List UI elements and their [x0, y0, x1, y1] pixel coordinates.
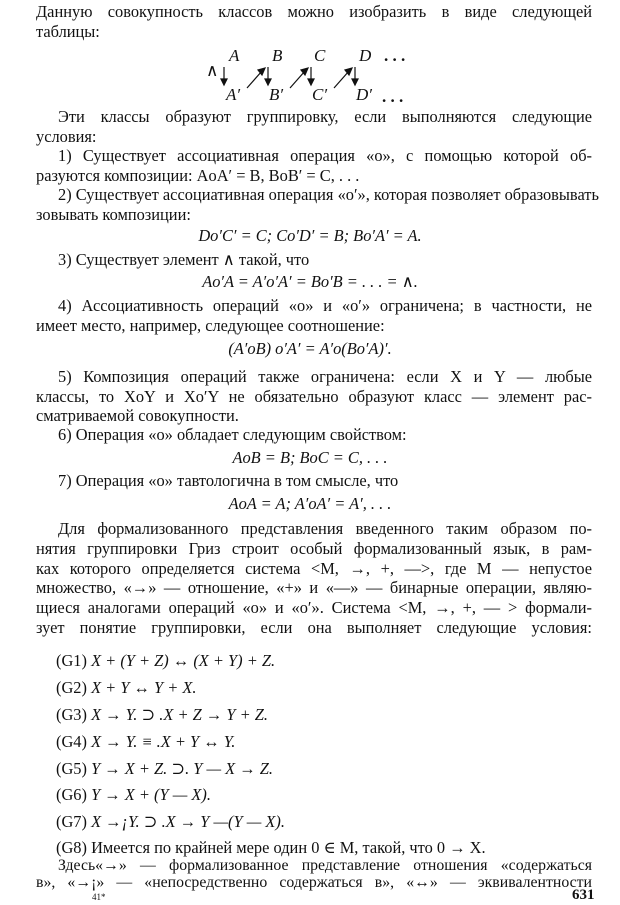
axiom-label: (G2) — [56, 678, 87, 697]
axiom-g1 — [56, 651, 576, 671]
text-line: 6) Операция «о» обладает следующим свойством: — [58, 425, 407, 444]
axiom-formula: Имеется по крайней мере один 0 ∈ M, такой, что 0 → X. — [91, 838, 486, 857]
text-line: ках которого определяется система <M, →, +, —>, где M — непустое — [36, 559, 592, 578]
diagram-top-label: C — [314, 46, 326, 65]
text-line-last: в», «→¡» — «непосредственно содержаться в», «↔» — эквивалентности — [36, 874, 592, 891]
text-line: Эти классы образуют группировку, если выполняются следующие — [58, 107, 592, 126]
text-line: зует понятие группировки, если она выполняет следующие условия: — [36, 618, 592, 637]
axiom-label: (G3) — [56, 705, 87, 724]
diagonal-arrow — [334, 71, 349, 88]
axiom-label: (G5) — [56, 759, 87, 778]
text-line: классы, то XoY и Xo′Y не обязательно образуют класс — элемент рас- — [36, 387, 592, 406]
diagonal-arrow — [290, 71, 305, 88]
text-line: Для формализованного представления введенного таким образом по- — [58, 519, 592, 538]
text-line: сматриваемой совокупности. — [36, 406, 239, 425]
diagram-bottom-label: C′ — [312, 85, 328, 104]
text-line: зовывать композиции: — [36, 205, 191, 224]
diagram-top-label: A — [229, 46, 240, 65]
formula: Ao′A = A′o′A′ = Bo′B = . . . = ∧. — [202, 272, 418, 291]
axiom-label: (G4) — [56, 732, 87, 751]
axiom-label: (G6) — [56, 785, 87, 804]
axiom-formula: X → Y. ⊃ .X + Z → Y + Z. — [91, 705, 268, 724]
page-number: 631 — [572, 887, 595, 903]
text-line: таблицы: — [36, 22, 100, 41]
diagram-bottom-label: D′ — [356, 85, 372, 104]
text-line: щиеся аналогами операций «о» и «о′». Система <M, →, +, — > формали- — [36, 598, 592, 617]
axiom-g7 — [56, 812, 576, 832]
text-line: 1) Существует ассоциативная операция «о», с помощью которой об- — [58, 146, 592, 165]
formula: AoA = A; A′oA′ = A′, . . . — [228, 494, 392, 513]
text-line: Здесь«→» — формализованное представление отношения «содержаться — [58, 857, 592, 874]
axiom-g3 — [56, 705, 576, 725]
axiom-formula: Y → X + Z. ⊃. Y — X → Z. — [91, 759, 273, 778]
class-table-diagram — [0, 0, 620, 110]
axiom-formula: X + (Y + Z) ↔ (X + Y) + Z. — [91, 651, 276, 670]
axiom-g2 — [56, 678, 576, 698]
axiom-g5 — [56, 759, 576, 779]
text-line: 5) Композиция операций также ограничена: если X и Y — любые — [58, 367, 592, 386]
axiom-formula: X →¡Y. ⊃ .X → Y —(Y — X). — [91, 812, 285, 831]
diagram-bottom-label: B′ — [269, 85, 284, 104]
axiom-label: (G1) — [56, 651, 87, 670]
diagonal-arrow — [247, 71, 262, 88]
text-line: множество, «→» — отношение, «+» и «—» — бинарные операции, являю- — [36, 578, 592, 597]
formula: AoB = B; BoC = C, . . . — [232, 448, 388, 467]
text-line: условия: — [36, 127, 97, 146]
diagram-bottom-ellipsis: . . . — [382, 87, 404, 106]
axiom-g8 — [56, 838, 576, 858]
wedge-symbol: ∧ — [206, 61, 219, 80]
text-line: нятия группировки Гриз строит особый формализованный язык, в рам- — [36, 539, 592, 558]
diagram-bottom-label: A′ — [226, 85, 241, 104]
diagram-top-ellipsis: . . . — [384, 46, 406, 65]
text-line: разуются композиции: AoA′ = B, BoB′ = C, . . . — [36, 166, 360, 185]
diagram-top-label: B — [272, 46, 283, 65]
text-line: имеет место, например, следующее соотношение: — [36, 316, 385, 335]
diagram-top-label: D — [359, 46, 372, 65]
text-line: 4) Ассоциативность операций «о» и «о′» ограничена; в частности, не — [58, 296, 592, 315]
formula: Do′C′ = C; Co′D′ = B; Bo′A′ = A. — [198, 226, 422, 245]
formula: (A′oB) o′A′ = A′o(Bo′A)′. — [228, 339, 392, 358]
axiom-formula: X + Y ↔ Y + X. — [91, 678, 197, 697]
axiom-g6 — [56, 785, 576, 805]
axiom-label: (G7) — [56, 812, 87, 831]
text-line: Данную совокупность классов можно изобразить в виде следующей — [36, 2, 592, 21]
text-line: 7) Операция «о» тавтологична в том смысле, что — [58, 471, 399, 490]
axiom-formula: X → Y. ≡ .X + Y ↔ Y. — [91, 732, 236, 751]
text-line: 2) Существует ассоциативная операция «о′», которая позволяет образовывать — [58, 185, 599, 204]
signature-mark: 41* — [92, 892, 106, 902]
text-line: 3) Существует элемент ∧ такой, что — [58, 250, 310, 269]
axiom-g4 — [56, 732, 576, 752]
axiom-formula: Y → X + (Y — X). — [91, 785, 211, 804]
axiom-label: (G8) — [56, 838, 87, 857]
